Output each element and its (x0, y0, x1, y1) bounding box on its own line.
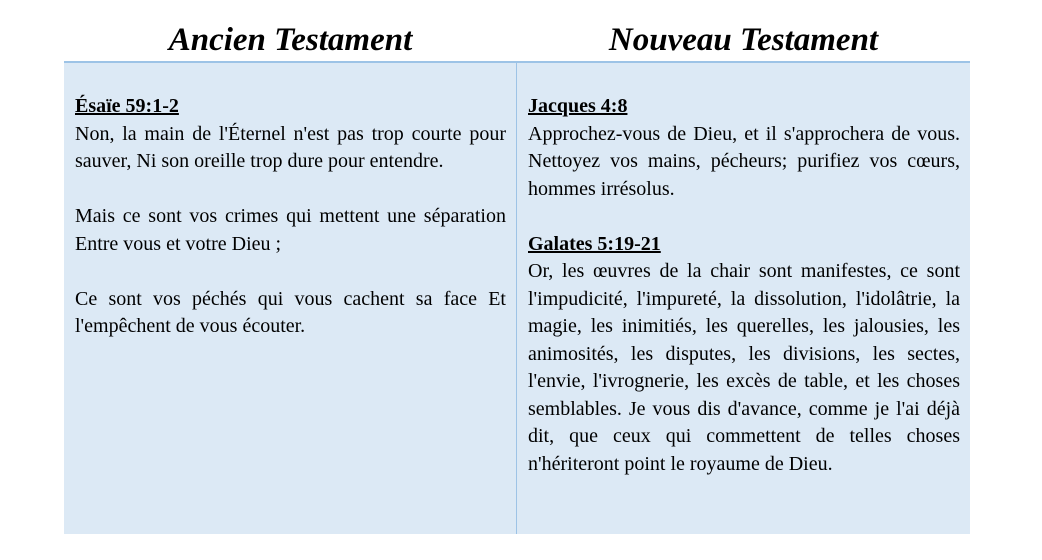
passage-paragraph: Non, la main de l'Éternel n'est pas trop courte pour sauver, Ni son oreille trop dure pour entendre. (75, 122, 506, 172)
old-testament-column (64, 63, 517, 534)
table-header (64, 18, 970, 62)
comparison-table (64, 61, 970, 534)
passage-text: Approchez-vous de Dieu, et il s'approchera de vous. Nettoyez vos mains, pécheurs; purifiez vos cœurs, hommes irrésolus. (528, 122, 960, 200)
new-testament-column (517, 63, 970, 534)
passage-esaie (75, 93, 506, 341)
passage-paragraph: Ce sont vos péchés qui vous cachent sa face Et l'empêchent de vous écouter. (75, 287, 506, 337)
new-testament-heading: Nouveau Testament (608, 22, 879, 58)
passage-reference: Ésaïe 59:1-2 (75, 95, 179, 117)
passage-text: Or, les œuvres de la chair sont manifestes, ce sont l'impudicité, l'impureté, la dissolution, l'idolâtrie, la magie, les inimitiés, les querelles, les jalousies, les animosités, les disputes, les divisions, les sectes, l'envie, l'ivrognerie, les excès de table, et les choses semblables. Je vous dis d'avance, comme je l'ai déjà dit, que ceux qui commettent de telles choses n'hériteront point le royaume de Dieu. (528, 260, 960, 475)
passage-galates (528, 231, 960, 479)
passage-jacques (528, 93, 960, 203)
passage-paragraph: Mais ce sont vos crimes qui mettent une séparation Entre vous et votre Dieu ; (75, 205, 506, 255)
old-testament-heading: Ancien Testament (168, 22, 413, 58)
passage-reference: Galates 5:19-21 (528, 232, 661, 255)
passage-reference: Jacques 4:8 (528, 95, 628, 117)
